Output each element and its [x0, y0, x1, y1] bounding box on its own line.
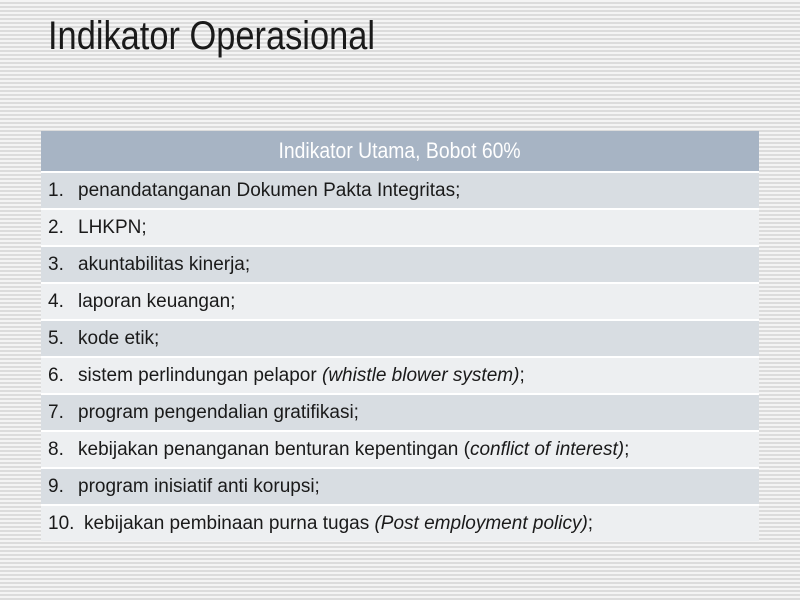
table-row: [41, 431, 759, 468]
item-text: kebijakan penanganan benturan kepentingan (conflict of interest);: [78, 439, 630, 460]
item-number: 7.: [48, 402, 64, 423]
item-text: laporan keuangan;: [78, 291, 236, 312]
table-row: [41, 394, 759, 431]
item-text: kebijakan pembinaan purna tugas (Post employment policy);: [84, 513, 594, 534]
indicator-table: [41, 131, 759, 541]
table-header-row: [41, 131, 759, 172]
item-number: 6.: [48, 365, 64, 386]
table-row: [41, 505, 759, 541]
table-row: [41, 357, 759, 394]
table-row: [41, 320, 759, 357]
item-number: 10.: [48, 513, 75, 534]
item-text: program inisiatif anti korupsi;: [78, 476, 320, 497]
item-number: 9.: [48, 476, 64, 497]
item-text: sistem perlindungan pelapor (whistle blower system);: [78, 365, 525, 386]
item-number: 4.: [48, 291, 64, 312]
slide-title: Indikator Operasional: [48, 14, 375, 58]
item-text: kode etik;: [78, 328, 160, 349]
item-number: 1.: [48, 180, 64, 201]
item-number: 8.: [48, 439, 64, 460]
table-row: [41, 246, 759, 283]
table-header: Indikator Utama, Bobot 60%: [41, 131, 759, 172]
item-text: akuntabilitas kinerja;: [78, 254, 251, 275]
item-number: 3.: [48, 254, 64, 275]
table-row: [41, 209, 759, 246]
item-number: 5.: [48, 328, 64, 349]
item-text: LHKPN;: [78, 217, 147, 238]
item-text: program pengendalian gratifikasi;: [78, 402, 359, 423]
item-number: 2.: [48, 217, 64, 238]
table-row: [41, 283, 759, 320]
table-row: [41, 172, 759, 209]
table-row: [41, 468, 759, 505]
item-text: penandatanganan Dokumen Pakta Integritas;: [78, 180, 461, 201]
